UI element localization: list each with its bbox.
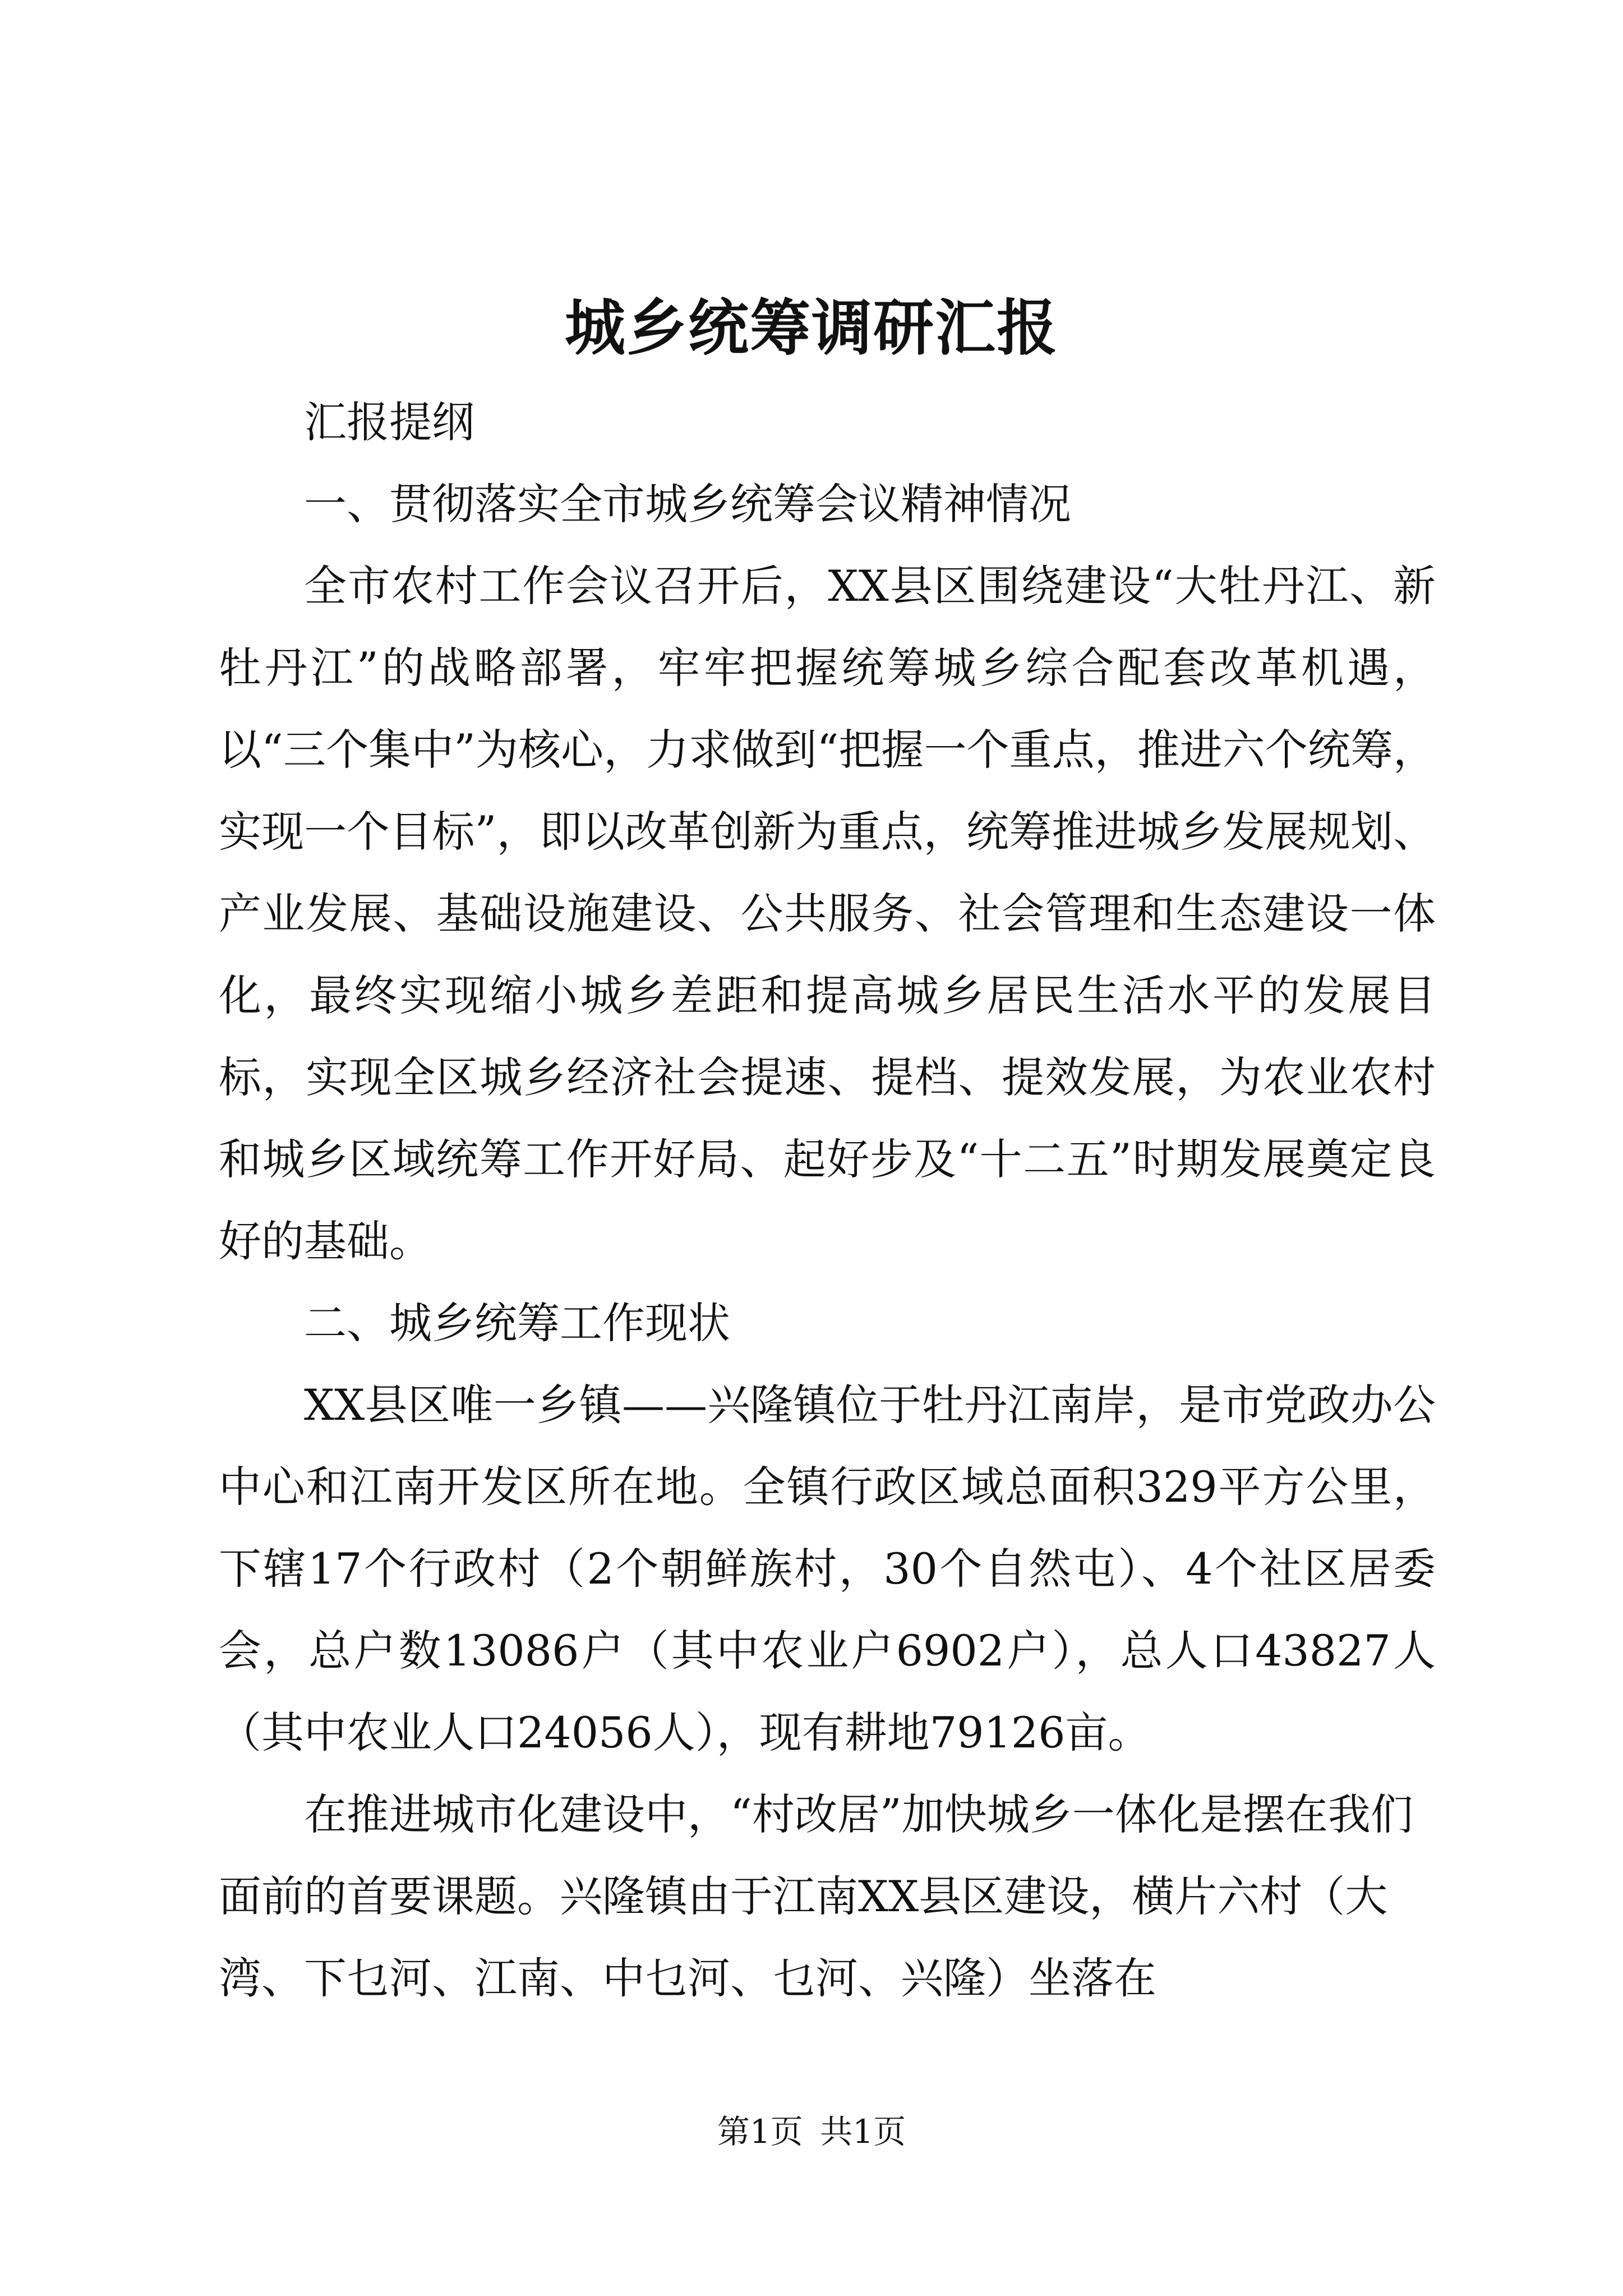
outline-label: 汇报提纲 — [304, 397, 474, 447]
page-number: 第1页 — [717, 2113, 803, 2151]
page-total: 共1页 — [820, 2113, 906, 2151]
page-footer — [0, 2109, 1623, 2154]
section-heading-1: 一、贯彻落实全市城乡统筹会议精神情况 — [304, 479, 1071, 529]
section-heading-2: 二、城乡统筹工作现状 — [304, 1298, 730, 1348]
paragraph-2: XX县区唯一乡镇——兴隆镇位于牡丹江南岸，是市党政办公中心和江南开发区所在地。全镇行政区域总面积329平方公里，下辖17个行政村（2个朝鲜族村，30个自然屯）、4个社区居委会，总户数13086户（其中农业户6902户），总人口43827人（其中农业人口24056人），现有耕地79126亩。 — [219, 1380, 1436, 1757]
page-title: 城乡统筹调研汇报 — [564, 293, 1058, 364]
paragraph-1: 全市农村工作会议召开后，XX县区围绕建设“大牡丹江、新牡丹江”的战略部署，牢牢把握统筹城乡综合配套改革机遇，以“三个集中”为核心，力求做到“把握一个重点，推进六个统筹，实现一个目标”，即以改革创新为重点，统筹推进城乡发展规划、产业发展、基础设施建设、公共服务、社会管理和生态建设一体化，最终实现缩小城乡差距和提高城乡居民生活水平的发展目标，实现全区城乡经济社会提速、提档、提效发展，为农业农村和城乡区域统筹工作开好局、起好步及“十二五”时期发展奠定良好的基础。 — [219, 561, 1436, 1266]
document-body — [219, 381, 1436, 2019]
paragraph-3: 在推进城市化建设中，“村改居”加快城乡一体化是摆在我们面前的首要课题。兴隆镇由于江南XX县区建设，横片六村（大湾、下乜河、江南、中乜河、乜河、兴隆）坐落在 — [219, 1789, 1413, 2003]
